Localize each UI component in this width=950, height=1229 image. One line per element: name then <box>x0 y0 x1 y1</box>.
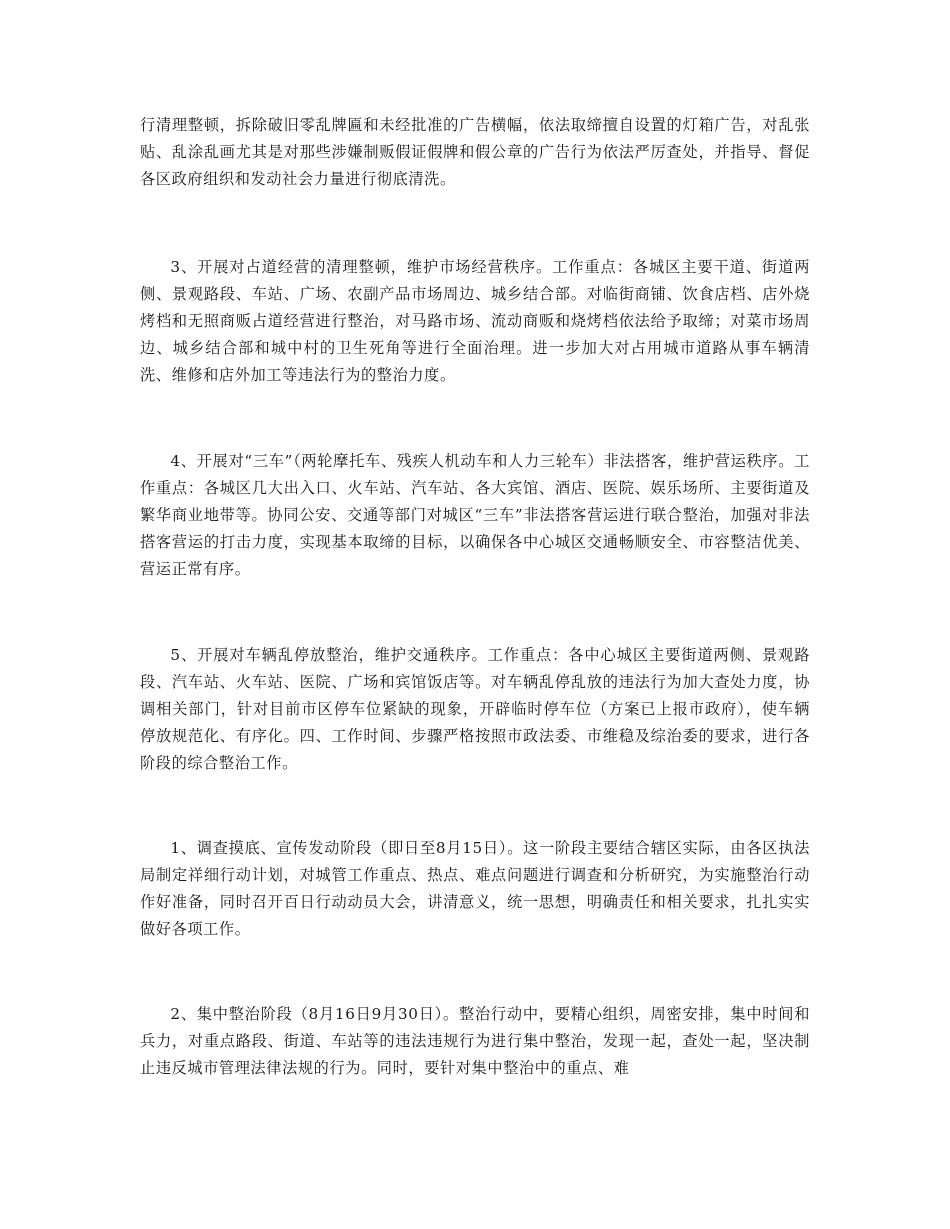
paragraph-street-vending: 3、开展对占道经营的清理整顿，维护市场经营秩序。工作重点：各城区主要干道、街道两侧、景观路段、车站、广场、农副产品市场周边、城乡结合部。对临街商铺、饮食店档、店外烧烤档和无照商贩占道经营进行整治，对马路市场、流动商贩和烧烤档依法给予取缔；对菜市场周边、城乡结合部和城中村的卫生死角等进行全面治理。进一步加大对占用城市道路从事车辆清洗、维修和店外加工等违法行为的整治力度。 <box>140 258 810 384</box>
paragraph-stage-one: 1、调查摸底、宣传发动阶段（即日至8月15日）。这一阶段主要结合辖区实际，由各区执法局制定祥细行动计划，对城管工作重点、热点、难点问题进行调查和分析研究，为实施整治行动作好准备，同时召开百日行动动员大会，讲清意义，统一思想，明确责任和相关要求，扎扎实实做好各项工作。 <box>140 839 810 938</box>
paragraph-parking: 5、开展对车辆乱停放整治，维护交通秩序。工作重点：各中心城区主要街道两侧、景观路段、汽车站、火车站、医院、广场和宾馆饭店等。对车辆乱停乱放的违法行为加大查处力度，协调相关部门，针对目前市区停车位紧缺的现象，开辟临时停车位（方案已上报市政府），使车辆停放规范化、有序化。四、工作时间、步骤严格按照市政法委、市维稳及综治委的要求，进行各阶段的综合整治工作。 <box>140 646 810 772</box>
paragraph-advertising-cleanup: 行清理整顿，拆除破旧零乱牌匾和未经批准的广告横幅，依法取缔擅自设置的灯箱广告，对乱张贴、乱涂乱画尤其是对那些涉嫌制贩假证假牌和假公章的广告行为依法严厉查处，并指导、督促各区政府组织和发动社会力量进行彻底清洗。 <box>140 116 810 188</box>
paragraph-stage-two: 2、集中整治阶段（8月16日9月30日）。整治行动中，要精心组织，周密安排，集中时间和兵力，对重点路段、街道、车站等的违法违规行为进行集中整治，发现一起，查处一起，坚决制止违反城市管理法律法规的行为。同时，要针对集中整治中的重点、难 <box>140 1005 810 1077</box>
paragraph-three-vehicles: 4、开展对“三车”（两轮摩托车、残疾人机动车和人力三轮车）非法搭客，维护营运秩序。工作重点：各城区几大出入口、火车站、汽车站、各大宾馆、酒店、医院、娱乐场所、主要街道及繁华商业地带等。协同公安、交通等部门对城区“三车”非法搭客营运进行联合整治，加强对非法搭客营运的打击力度，实现基本取缔的目标，以确保各中心城区交通畅顺安全、市容整洁优美、营运正常有序。 <box>140 452 810 578</box>
